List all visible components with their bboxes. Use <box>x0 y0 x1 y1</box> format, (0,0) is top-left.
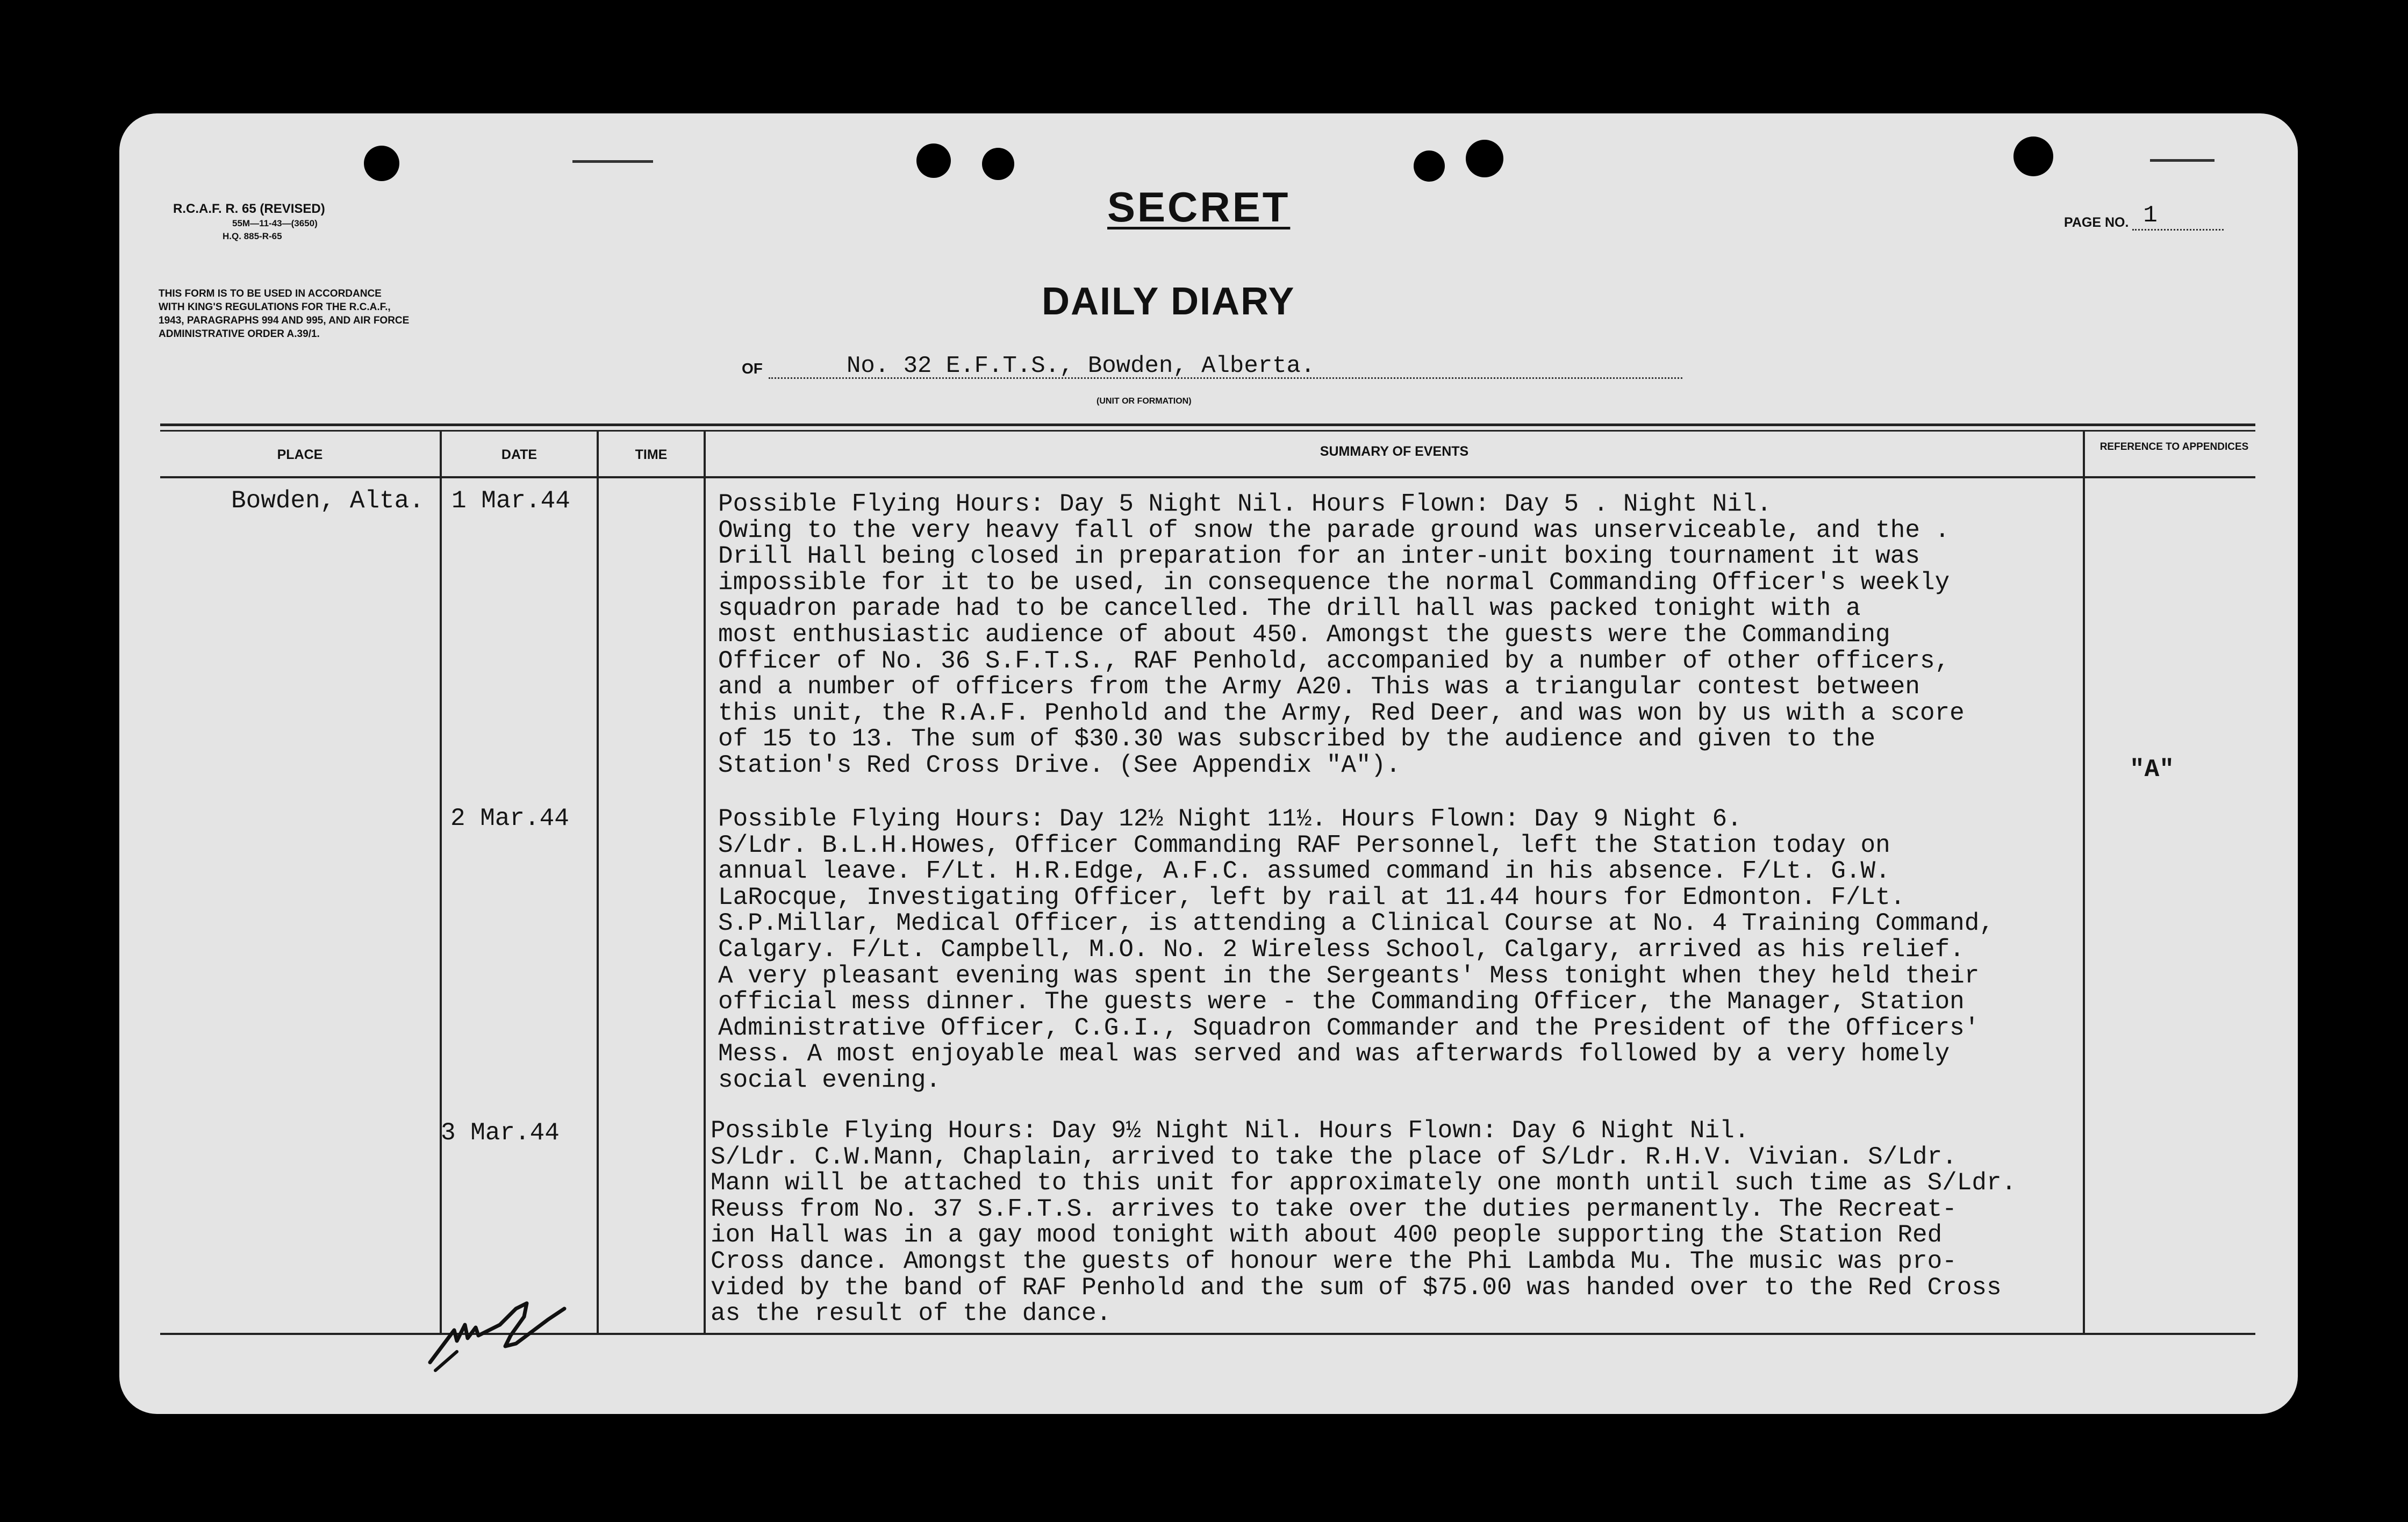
entry-line: LaRocque, Investigating Officer, left by rail at 11.44 hours for Edmonton. F/Lt. <box>718 883 1905 911</box>
place-cell: Bowden, Alta. <box>231 487 424 515</box>
page-title: DAILY DIARY <box>1042 280 1295 323</box>
header-bottom-rule <box>160 476 2255 478</box>
entry-line: S.P.Millar, Medical Officer, is attending a Clinical Course at No. 4 Training Command, <box>718 909 1994 938</box>
regulations-line: WITH KING'S REGULATIONS FOR THE R.C.A.F., <box>159 301 391 313</box>
entry-line: as the result of the dance. <box>711 1300 1112 1328</box>
column-divider <box>440 432 442 1333</box>
date-cell: 3 Mar.44 <box>441 1119 560 1147</box>
appendix-reference: "A" <box>2130 756 2174 784</box>
date-cell: 2 Mar.44 <box>450 805 569 832</box>
regulations-note <box>159 287 409 341</box>
entry-line: Cross dance. Amongst the guests of honour were the Phi Lambda Mu. The music was pro- <box>711 1247 1957 1275</box>
punch-hole <box>982 148 1014 180</box>
unit-name: No. 32 E.F.T.S., Bowden, Alberta. <box>847 353 1315 379</box>
entry-line: of 15 to 13. The sum of $30.30 was subscribed by the audience and given to the <box>718 725 1876 753</box>
column-header-date: DATE <box>501 447 538 462</box>
entry-line: most enthusiastic audience of about 450. Amongst the guests were the Commanding <box>718 620 1890 649</box>
form-hq-code: H.Q. 885-R-65 <box>223 231 282 241</box>
page-number-value: 1 <box>2143 202 2158 229</box>
punch-hole <box>1466 140 1503 177</box>
entry-line: Officer of No. 36 S.F.T.S., RAF Penhold, accompanied by a number of other officers, <box>718 647 1950 675</box>
table-top-rule <box>160 423 2255 426</box>
page-number-label: PAGE NO. <box>2064 215 2129 230</box>
punch-hole <box>364 146 399 181</box>
date-cell: 1 Mar.44 <box>452 487 570 515</box>
column-divider <box>704 432 706 1333</box>
table-top-rule-inner <box>160 430 2255 432</box>
entry-line: Station's Red Cross Drive. (See Appendix "A"). <box>718 751 1401 779</box>
entry-line: Possible Flying Hours: Day 5 Night Nil. Hours Flown: Day 5 . Night Nil. <box>718 490 1772 518</box>
entry-line: social evening. <box>718 1066 941 1094</box>
form-print-code: 55M—11-43—(3650) <box>232 218 318 228</box>
entry-line: Mann will be attached to this unit for approximately one month until such time as S/Ldr. <box>711 1169 2017 1197</box>
entry-line: this unit, the R.A.F. Penhold and the Army, Red Deer, and was won by us with a score <box>718 699 1965 727</box>
column-header-time: TIME <box>635 447 668 462</box>
column-header-reference: REFERENCE TO APPENDICES <box>2099 441 2249 453</box>
entry-line: Calgary. F/Lt. Campbell, M.O. No. 2 Wireless School, Calgary, arrived as his relief. <box>718 935 1965 964</box>
entry-line: ion Hall was in a gay mood tonight with about 400 people supporting the Station Red <box>711 1221 1943 1250</box>
entry-line: and a number of officers from the Army A20. This was a triangular contest between <box>718 673 1920 701</box>
regulations-line: ADMINISTRATIVE ORDER A.39/1. <box>159 328 320 340</box>
punch-hole <box>2013 137 2053 176</box>
entry-line: A very pleasant evening was spent in the Sergeants' Mess tonight when they held their <box>718 961 1980 990</box>
entry-line: Administrative Officer, C.G.I., Squadron Commander and the President of the Officers' <box>718 1014 1980 1042</box>
entry-line: Possible Flying Hours: Day 9½ Night Nil. Hours Flown: Day 6 Night Nil. <box>711 1117 1750 1145</box>
entry-line: squadron parade had to be cancelled. The drill hall was packed tonight with a <box>718 594 1861 623</box>
unit-caption: (UNIT OR FORMATION) <box>1096 397 1192 406</box>
classification-marking: SECRET <box>1107 183 1291 231</box>
entry-line: Drill Hall being closed in preparation for an inter-unit boxing tournament it was <box>718 542 1920 571</box>
form-code-text: R.C.A.F. R. 65 (REVISED) <box>173 202 325 216</box>
entry-line: Reuss from No. 37 S.F.T.S. arrives to take over the duties permanently. The Recreat- <box>711 1195 1957 1223</box>
column-header-place: PLACE <box>277 447 323 462</box>
page-number-field <box>2064 202 2224 231</box>
form-code <box>173 202 325 242</box>
diary-entry <box>718 806 1994 1094</box>
regulations-line: 1943, PARAGRAPHS 994 AND 995, AND AIR FORCE <box>159 315 410 327</box>
regulations-line: THIS FORM IS TO BE USED IN ACCORDANCE <box>159 288 382 299</box>
unit-of-label: OF <box>742 360 763 377</box>
handwritten-initials <box>425 1287 575 1373</box>
column-header-summary: SUMMARY OF EVENTS <box>1320 444 1469 459</box>
entry-line: Possible Flying Hours: Day 12½ Night 11½. Hours Flown: Day 9 Night 6. <box>718 805 1742 833</box>
entry-line: annual leave. F/Lt. H.R.Edge, A.F.C. assumed command in his absence. F/Lt. G.W. <box>718 857 1890 886</box>
column-divider <box>597 432 599 1333</box>
scratch-mark <box>2150 159 2214 162</box>
entry-line: Owing to the very heavy fall of snow the parade ground was unserviceable, and the . <box>718 516 1950 544</box>
diary-entry <box>718 491 1965 779</box>
entry-line: vided by the band of RAF Penhold and the sum of $75.00 was handed over to the Red Cross <box>711 1273 2002 1302</box>
punch-hole <box>1414 150 1445 182</box>
entry-line: S/Ldr. B.L.H.Howes, Officer Commanding RAF Personnel, left the Station today on <box>718 831 1890 859</box>
scratch-mark <box>572 160 653 163</box>
entry-line: official mess dinner. The guests were - the Commanding Officer, the Manager, Station <box>718 988 1965 1016</box>
entry-line: Mess. A most enjoyable meal was served and was afterwards followed by a very homely <box>718 1040 1950 1068</box>
entry-line: impossible for it to be used, in consequence the normal Commanding Officer's weekly <box>718 568 1950 597</box>
column-divider <box>2083 432 2085 1333</box>
punch-hole <box>916 143 951 178</box>
entry-line: S/Ldr. C.W.Mann, Chaplain, arrived to take the place of S/Ldr. R.H.V. Vivian. S/Ldr. <box>711 1143 1957 1171</box>
diary-entry <box>711 1118 2016 1327</box>
